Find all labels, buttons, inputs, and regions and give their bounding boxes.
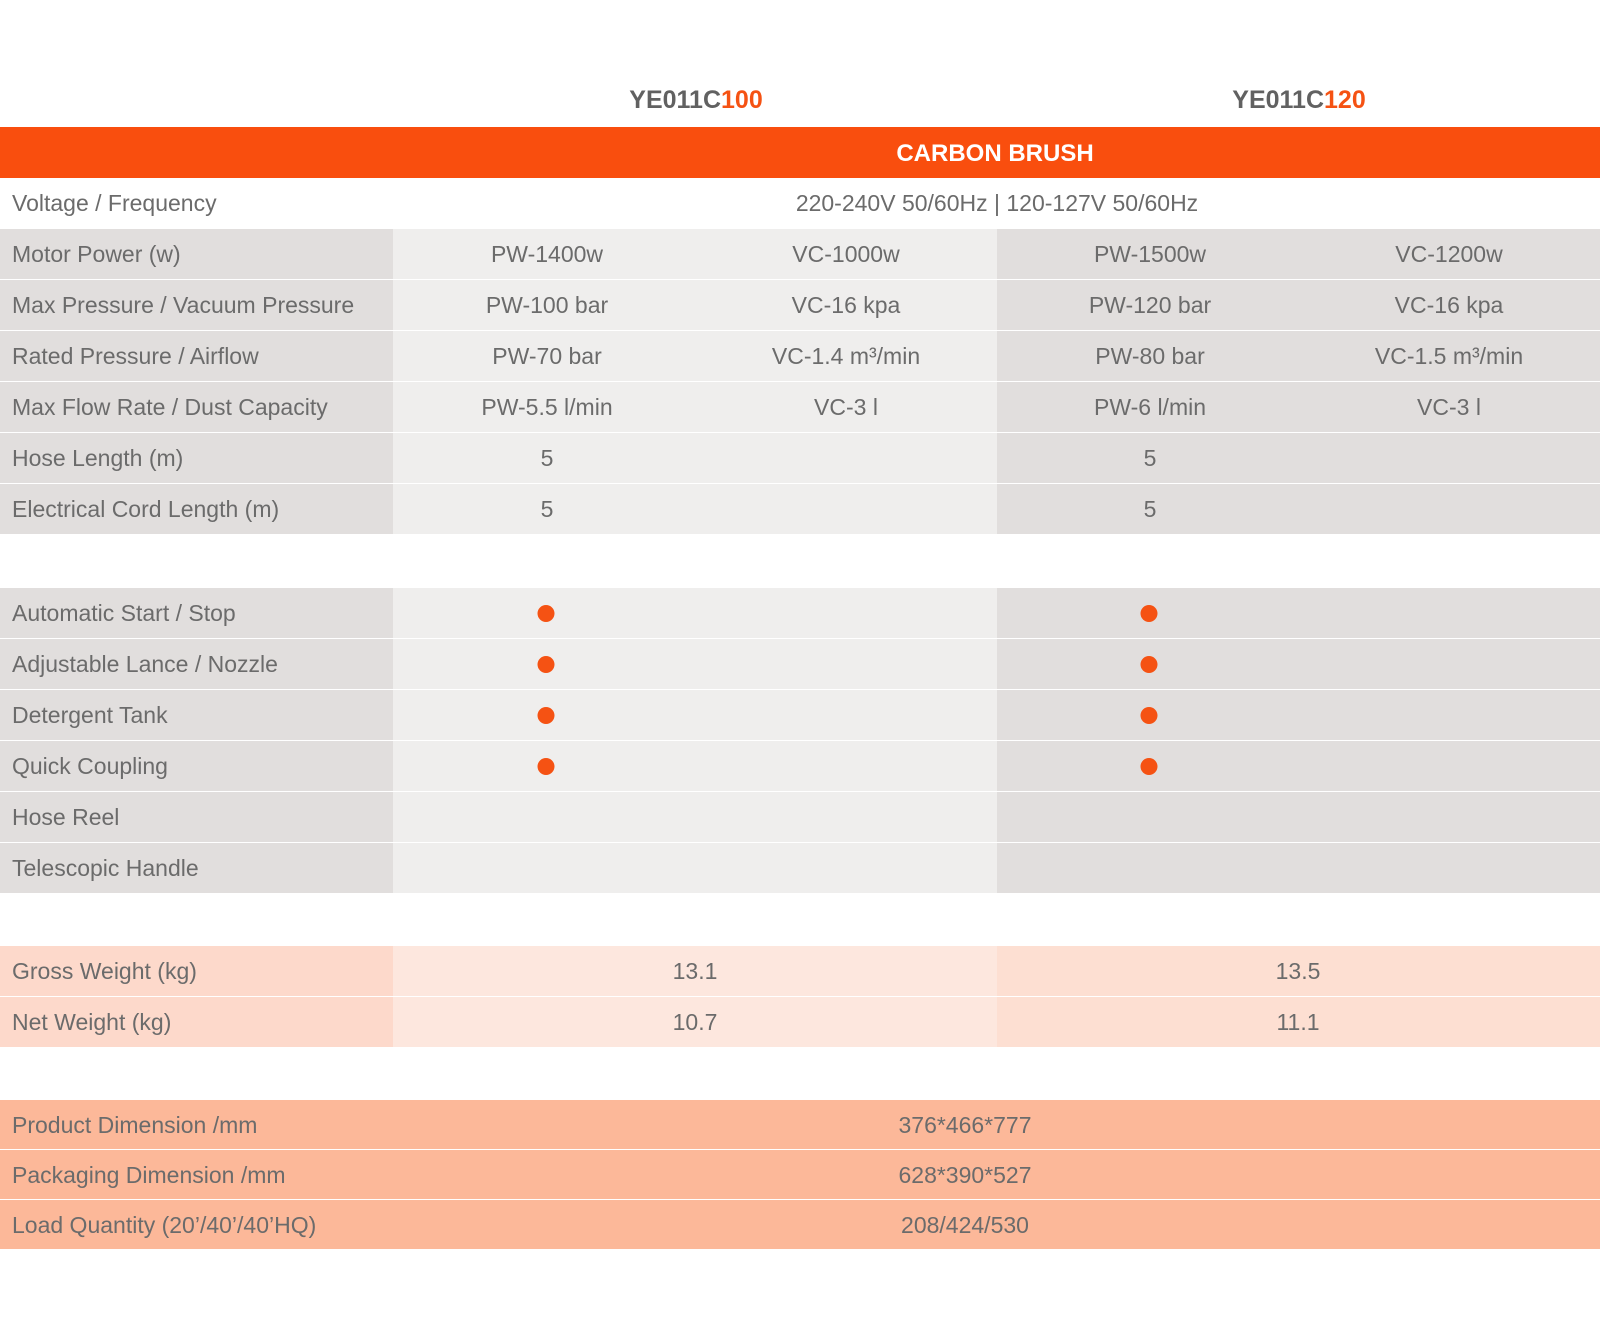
row-value: PW-120 bar: [1088, 292, 1212, 318]
row-cell-bg: [997, 690, 1600, 740]
row-label: Max Pressure / Vacuum Pressure: [12, 292, 355, 318]
row-cell-bg: [393, 229, 997, 279]
weight-row: [0, 997, 1600, 1047]
feature-row: [0, 690, 1600, 740]
dimension-row: [0, 1100, 1600, 1149]
row-value: VC-3 l: [1417, 394, 1481, 420]
row-cell-bg: [393, 690, 997, 740]
row-value: PW-5.5 l/min: [481, 394, 613, 420]
feature-dot-icon: [1141, 656, 1158, 673]
row-value: VC-3 l: [814, 394, 878, 420]
model-suffix: 100: [721, 86, 763, 114]
feature-dot-icon: [538, 656, 555, 673]
row-value: PW-1500w: [1093, 241, 1207, 267]
feature-row: [0, 588, 1600, 638]
row-cell-bg: [393, 484, 997, 534]
feature-row: [0, 639, 1600, 689]
row-cell-bg: [393, 433, 997, 483]
row-value: 5: [1143, 445, 1157, 471]
category-banner: [0, 127, 1600, 178]
row-label: Load Quantity (20’/40’/40’HQ): [12, 1212, 317, 1238]
feature-dot-icon: [1141, 605, 1158, 622]
voltage-row: [0, 178, 1600, 228]
row-value: PW-80 bar: [1095, 343, 1205, 369]
row-cell-bg: [997, 484, 1600, 534]
row-label: Adjustable Lance / Nozzle: [12, 651, 278, 677]
row-label: Hose Length (m): [12, 445, 184, 471]
row-label: Rated Pressure / Airflow: [12, 343, 259, 369]
row-cell-bg: [393, 792, 997, 842]
feature-dot-icon: [1141, 707, 1158, 724]
spec-row: [0, 331, 1600, 381]
feature-row: [0, 792, 1600, 842]
row-label: Packaging Dimension /mm: [12, 1162, 286, 1188]
row-label: Automatic Start / Stop: [12, 600, 236, 626]
feature-dot-icon: [538, 758, 555, 775]
row-cell-bg: [997, 588, 1600, 638]
row-value: VC-1.4 m³/min: [771, 343, 921, 369]
row-value: 208/424/530: [901, 1212, 1029, 1238]
row-value: 376*466*777: [898, 1112, 1032, 1138]
row-value: 220-240V 50/60Hz | 120-127V 50/60Hz: [795, 190, 1199, 216]
spec-row: [0, 229, 1600, 279]
feature-row: [0, 843, 1600, 893]
row-value: 5: [540, 445, 554, 471]
weight-row: [0, 946, 1600, 996]
row-label: Quick Coupling: [12, 753, 168, 779]
row-label: Max Flow Rate / Dust Capacity: [12, 394, 328, 420]
row-cell-bg: [393, 639, 997, 689]
row-cell-bg: [997, 792, 1600, 842]
spec-row: [0, 280, 1600, 330]
row-value: VC-1.5 m³/min: [1374, 343, 1524, 369]
row-label: Telescopic Handle: [12, 855, 199, 881]
row-label: Electrical Cord Length (m): [12, 496, 280, 522]
model-prefix: YE011C: [629, 86, 722, 114]
row-label: Net Weight (kg): [12, 1009, 172, 1035]
dimension-row: [0, 1200, 1600, 1249]
row-value: 5: [540, 496, 554, 522]
dimension-row: [0, 1150, 1600, 1199]
row-cell-bg: [997, 843, 1600, 893]
row-value: VC-1200w: [1395, 241, 1503, 267]
row-label: Motor Power (w): [12, 241, 181, 267]
spec-row: [0, 382, 1600, 432]
category-title: CARBON BRUSH: [896, 140, 1094, 167]
row-cell-bg: [393, 588, 997, 638]
feature-dot-icon: [538, 605, 555, 622]
model-header-2: [1232, 86, 1365, 115]
feature-dot-icon: [538, 707, 555, 724]
row-value: PW-100 bar: [485, 292, 609, 318]
row-label: Product Dimension /mm: [12, 1112, 258, 1138]
feature-row: [0, 741, 1600, 791]
row-label: Detergent Tank: [12, 702, 168, 728]
row-value: 13.5: [1275, 958, 1321, 984]
row-cell-bg: [393, 843, 997, 893]
row-cell-bg: [997, 433, 1600, 483]
spec-row: [0, 433, 1600, 483]
row-label: Hose Reel: [12, 804, 120, 830]
row-value: 13.1: [672, 958, 718, 984]
row-value: VC-16 kpa: [791, 292, 901, 318]
feature-dot-icon: [1141, 758, 1158, 775]
row-cell-bg: [997, 229, 1600, 279]
row-value: PW-6 l/min: [1093, 394, 1207, 420]
model-prefix: YE011C: [1232, 86, 1325, 114]
row-value: 5: [1143, 496, 1157, 522]
row-value: PW-1400w: [490, 241, 604, 267]
row-cell-bg: [997, 280, 1600, 330]
row-label: Gross Weight (kg): [12, 958, 197, 984]
model-suffix: 120: [1324, 86, 1366, 114]
row-label: Voltage / Frequency: [12, 190, 217, 216]
row-cell-bg: [997, 639, 1600, 689]
spec-row: [0, 484, 1600, 534]
model-header-1: [629, 86, 762, 115]
row-value: PW-70 bar: [492, 343, 602, 369]
row-cell-bg: [997, 382, 1600, 432]
row-value: 628*390*527: [898, 1162, 1032, 1188]
row-value: VC-16 kpa: [1394, 292, 1504, 318]
row-value: 10.7: [672, 1009, 718, 1035]
row-value: VC-1000w: [792, 241, 900, 267]
row-cell-bg: [997, 741, 1600, 791]
row-value: 11.1: [1276, 1009, 1320, 1035]
row-cell-bg: [393, 280, 997, 330]
row-cell-bg: [393, 741, 997, 791]
